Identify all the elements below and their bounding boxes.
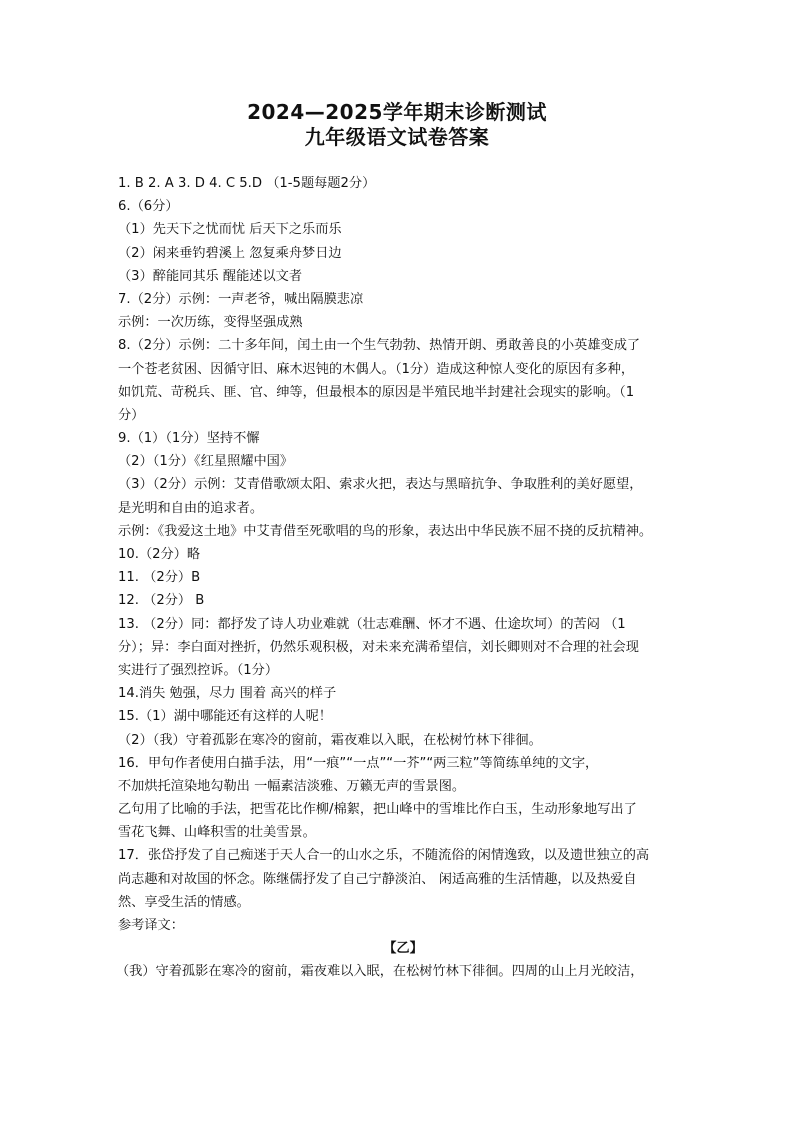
page-title: 2024—2025学年期末诊断测试	[247, 100, 547, 124]
answer-line: 9.（1）（1分）坚持不懈	[118, 431, 260, 447]
answer-line: 雪花飞舞、山峰积雪的壮美雪景。	[118, 825, 316, 841]
answer-line: （2）（1分）《红星照耀中国》	[118, 454, 294, 470]
answer-line: 实进行了强烈控诉。（1分）	[118, 662, 279, 678]
section-heading: 【乙】	[383, 941, 423, 957]
answer-line: 示例：一次历练，变得坚强成熟	[118, 315, 303, 331]
answer-line: 一个苍老贫困、因循守旧、麻木迟钝的木偶人。（1分）造成这种惊人变化的原因有多种，	[118, 361, 635, 377]
answer-line: 分）；异：李白面对挫折，仍然乐观积极，对未来充满希望信，刘长卿则对不合理的社会现	[118, 639, 639, 655]
answer-line: 10.（2分）略	[118, 547, 201, 562]
answer-line: 然、享受生活的情感。	[118, 894, 250, 910]
answer-line: （3）醉能同其乐 醒能述以文者	[118, 268, 303, 284]
answer-line: 如饥荒、苛税兵、匪、官、绅等，但最根本的原因是半殖民地半封建社会现实的影响。（1	[118, 384, 635, 400]
answer-line: 不加烘托渲染地勾勒出 一幅素洁淡雅、万籁无声的雪景图。	[118, 778, 466, 794]
translation-line: （我）守着孤影在寒冷的窗前，霜夜难以入眠，在松树竹林下徘徊。四周的山上月光皎洁，	[116, 964, 644, 980]
answer-line: （2）闲来垂钓碧溪上 忽复乘舟梦日边	[118, 245, 342, 261]
answer-line: 6.（6分）	[118, 199, 179, 215]
answer-line: 1. B 2. A 3. D 4. C 5.D （1-5题每题2分）	[118, 176, 376, 191]
answer-line: （3）（2分）示例：艾青借歌颂太阳、索求火把，表达与黑暗抗争、争取胜利的美好愿望，	[118, 477, 643, 493]
answer-line: 16．甲句作者使用白描手法，用“一痕”“一点”“一芥”“两三粒”等简练单纯的文字，	[118, 755, 599, 771]
answer-line: 15.（1）湖中哪能还有这样的人呢！	[118, 709, 332, 725]
answer-line: 8.（2分）示例：二十多年间，闰土由一个生气勃勃、热情开朗、勇敢善良的小英雄变成了	[118, 338, 641, 354]
answer-line: 示例：《我爱这土地》中艾青借至死歌唱的鸟的形象，表达出中华民族不屈不挠的反抗精神。	[118, 523, 653, 539]
answer-line: 乙句用了比喻的手法，把雪花比作柳/棉絮，把山峰中的雪堆比作白玉，生动形象地写出了	[118, 802, 637, 818]
answer-line: 是光明和自由的追求者。	[118, 500, 264, 516]
page-subtitle: 九年级语文试卷答案	[304, 125, 490, 149]
answer-line: 11. （2分）B	[118, 570, 201, 586]
answer-line: 17．张岱抒发了自己痴迷于天人合一的山水之乐，不随流俗的闲情逸致，以及遗世独立的高	[118, 848, 650, 864]
answer-line: （1）先天下之忧而忧 后天下之乐而乐	[118, 222, 342, 238]
answer-content	[118, 172, 688, 984]
answer-line: 尚志趣和对故国的怀念。陈继儒抒发了自己宁静淡泊、 闲适高雅的生活情趣，以及热爱自	[118, 871, 637, 887]
answer-line: 12. （2分） B	[118, 593, 205, 609]
answer-line: （2）（我）守着孤影在寒冷的窗前，霜夜难以入眠，在松树竹林下徘徊。	[118, 732, 542, 748]
answer-line: 分）	[118, 407, 145, 423]
answer-line: 13. （2分）同：都抒发了诗人功业难就（壮志难酬、怀才不遇、仕途坎坷）的苦闷 （1	[118, 616, 626, 632]
answer-line: 参考译文：	[118, 918, 184, 933]
answer-line: 14.消失 勉强，尽力 围着 高兴的样子	[118, 686, 337, 702]
answer-line: 7.（2分）示例：一声老爷，喊出隔膜悲凉	[118, 291, 364, 307]
